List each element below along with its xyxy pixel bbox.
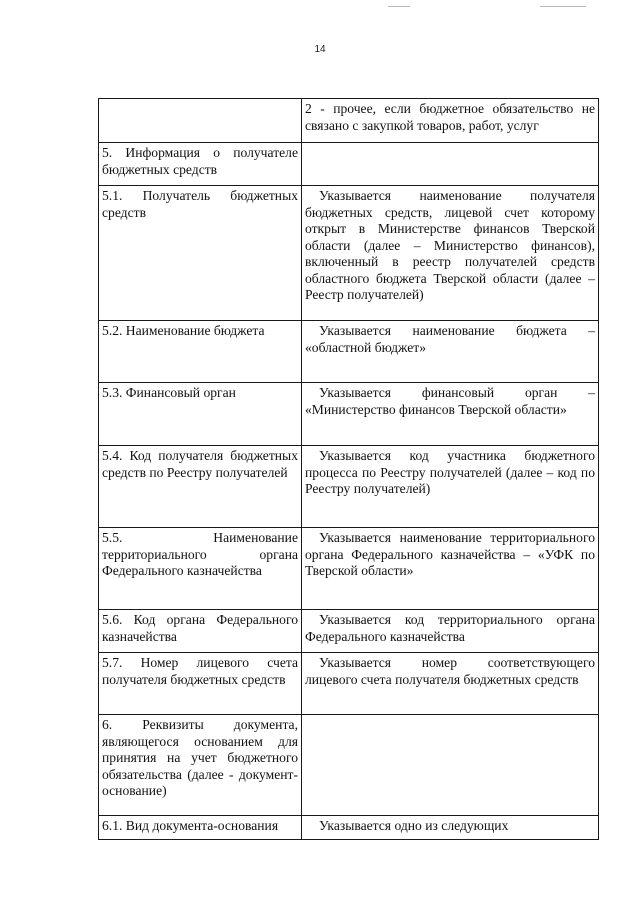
description-cell: 2 - прочее, если бюджетное обязательство не связано с закупкой товаров, работ, услуг	[302, 99, 599, 143]
requisites-table	[98, 98, 599, 840]
description-cell	[302, 143, 599, 186]
description-cell: Указывается код участника бюджетного процесса по Реестру получателей (далее – код по Реестру получателей)	[302, 446, 599, 528]
description-cell: Указывается финансовый орган – «Министерство финансов Тверской области»	[302, 383, 599, 446]
field-cell: 5.1. Получатель бюджетных средств	[99, 186, 302, 321]
table-row	[99, 143, 599, 186]
description-cell: Указывается наименование получателя бюджетных средств, лицевой счет которому открыт в Министерстве финансов Тверской области (далее – Министерство финансов), включенный в реестр получателей средств областного бюджета Тверской области (далее – Реестр получателей)	[302, 186, 599, 321]
description-cell: Указывается наименование бюджета – «областной бюджет»	[302, 321, 599, 383]
table-row	[99, 528, 599, 610]
field-cell: 5.4. Код получателя бюджетных средств по Реестру получателей	[99, 446, 302, 528]
field-cell: 5.2. Наименование бюджета	[99, 321, 302, 383]
page-number: 14	[314, 44, 326, 55]
table-row	[99, 610, 599, 653]
description-cell: Указывается номер соответствующего лицевого счета получателя бюджетных средств	[302, 653, 599, 715]
section-heading-cell: 5. Информация о получателе бюджетных средств	[99, 143, 302, 186]
table-row	[99, 99, 599, 143]
table-row	[99, 715, 599, 816]
description-cell: Указывается одно из следующих	[302, 816, 599, 840]
field-cell: 5.6. Код органа Федерального казначейства	[99, 610, 302, 653]
field-cell	[99, 99, 302, 143]
table-row	[99, 446, 599, 528]
description-cell: Указывается код территориального органа Федерального казначейства	[302, 610, 599, 653]
description-cell: Указывается наименование территориального органа Федерального казначейства – «УФК по Тверской области»	[302, 528, 599, 610]
table-row	[99, 186, 599, 321]
section-heading-cell: 6. Реквизиты документа, являющегося основанием для принятия на учет бюджетного обязательства (далее - документ-основание)	[99, 715, 302, 816]
field-cell: 5.3. Финансовый орган	[99, 383, 302, 446]
table-row	[99, 321, 599, 383]
field-cell: 5.5. Наименование территориального органа Федерального казначейства	[99, 528, 302, 610]
table-row	[99, 816, 599, 840]
field-cell: 5.7. Номер лицевого счета получателя бюджетных средств	[99, 653, 302, 715]
scan-artifact	[540, 6, 586, 7]
table-row	[99, 383, 599, 446]
table-row	[99, 653, 599, 715]
description-cell	[302, 715, 599, 816]
field-cell: 6.1. Вид документа-основания	[99, 816, 302, 840]
scan-artifact	[388, 6, 410, 7]
